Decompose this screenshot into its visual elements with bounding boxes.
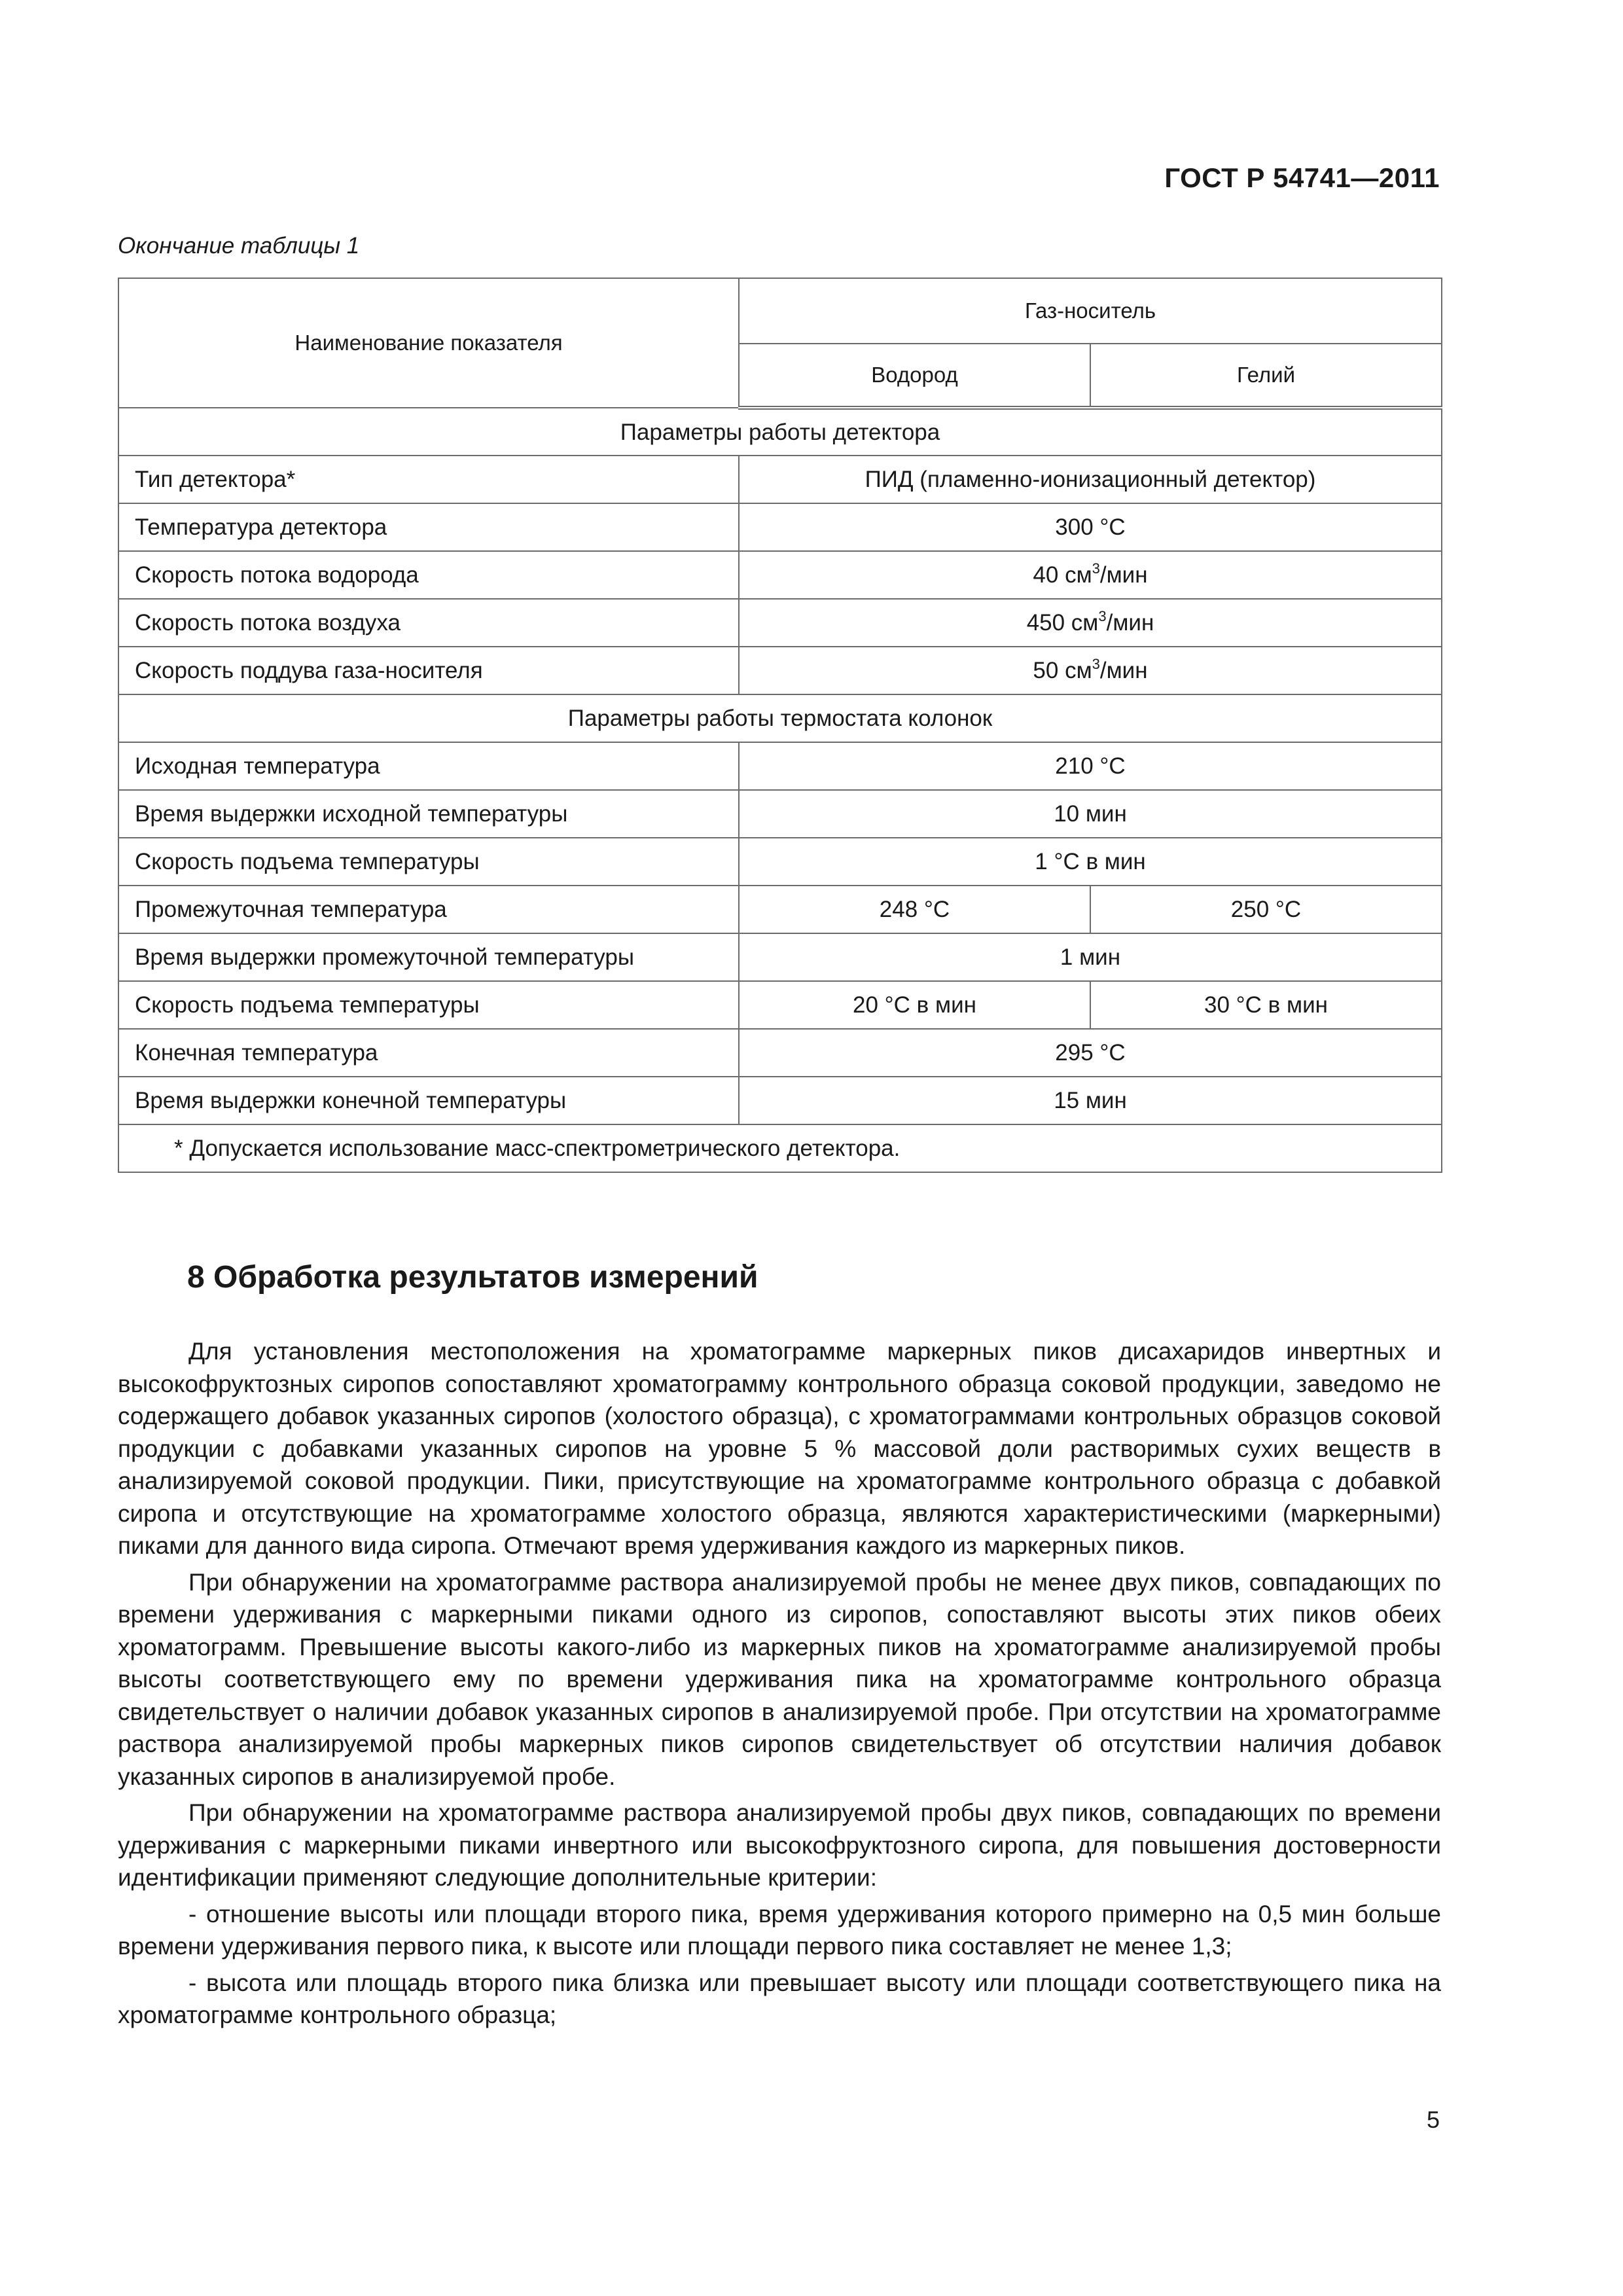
value-superscript: 3	[1092, 560, 1100, 577]
table-row	[118, 647, 1442, 694]
table-row	[118, 981, 1442, 1029]
table-row	[118, 456, 1442, 503]
row-label: Исходная температура	[118, 742, 739, 790]
table-row	[118, 886, 1442, 933]
section-heading: 8 Обработка результатов измерений	[187, 1260, 758, 1295]
list-item: - отношение высоты или площади второго пика, время удерживания которого примерно на 0,5 мин больше времени удерживания первого пика, к высоте или площади первого пика составляет не менее 1,3;	[118, 1900, 1441, 1960]
table-row	[118, 790, 1442, 838]
value-superscript: 3	[1098, 607, 1107, 624]
row-value: 1 °С в мин	[739, 838, 1442, 886]
value-unit-tail: /мин	[1106, 609, 1154, 636]
value-unit-tail: /мин	[1099, 562, 1148, 588]
row-label: Скорость подъема температуры	[118, 981, 739, 1029]
paragraph: При обнаружении на хроматограмме раствора анализируемой пробы не менее двух пиков, совпадающих по времени удерживания с маркерными пиками одного из сиропов, сопоставляют высоты этих пиков обеих хроматограмм. Превышение высоты какого-либо из маркерных пиков на хроматограмме анализируемой пробы высоты соответствующего ему по времени удерживания пика на хроматограмме контрольного образца свидетельствует о наличии добавок указанных сиропов в анализируемой пробе. При отсутствии на хроматограмме раствора анализируемой пробы маркерных пиков сиропов свидетельствует об отсутствии наличия добавок указанных сиропов в анализируемой пробе.	[118, 1568, 1441, 1790]
value-superscript: 3	[1092, 655, 1100, 672]
row-value-helium: 250 °С	[1090, 886, 1442, 933]
row-value: 15 мин	[739, 1077, 1442, 1124]
row-label: Скорость подъема температуры	[118, 838, 739, 886]
header-hydrogen: Водород	[739, 344, 1090, 408]
table-row	[118, 1077, 1442, 1124]
table-caption: Окончание таблицы 1	[118, 233, 360, 259]
parameters-table	[118, 278, 1442, 1173]
row-value: 1 мин	[739, 933, 1442, 981]
page-number: 5	[1426, 2106, 1440, 2133]
row-value-hydrogen: 20 °С в мин	[739, 981, 1090, 1029]
row-value: 300 °С	[739, 503, 1442, 551]
row-value-helium: 30 °С в мин	[1090, 981, 1442, 1029]
value-main: 450 см	[1026, 609, 1099, 636]
header-helium: Гелий	[1090, 344, 1442, 408]
row-label: Время выдержки промежуточной температуры	[118, 933, 739, 981]
table-footnote: * Допускается использование масс-спектрометрического детектора.	[118, 1124, 1442, 1172]
table-row	[118, 503, 1442, 551]
row-value: 210 °С	[739, 742, 1442, 790]
table-row	[118, 1029, 1442, 1077]
row-label: Скорость потока водорода	[118, 551, 739, 599]
value-unit-tail: /мин	[1099, 657, 1148, 683]
value-main: 40 см	[1033, 562, 1092, 588]
section-body	[118, 1335, 1441, 2036]
header-indicator-name: Наименование показателя	[118, 278, 739, 408]
list-item: - высота или площадь второго пика близка или превышает высоту или площади соответствующего пика на хроматограмме контрольного образца;	[118, 1969, 1441, 2028]
row-value	[739, 599, 1442, 647]
value-main: 50 см	[1033, 657, 1092, 683]
row-value: 295 °С	[739, 1029, 1442, 1077]
row-label: Скорость потока воздуха	[118, 599, 739, 647]
section-detector-params: Параметры работы детектора	[118, 408, 1442, 456]
row-value	[739, 647, 1442, 694]
paragraph: При обнаружении на хроматограмме раствора анализируемой пробы двух пиков, совпадающих по времени удерживания с маркерными пиками инвертного или высокофруктозного сиропа, для повышения достоверности идентификации применяют следующие дополнительные критерии:	[118, 1799, 1441, 1891]
row-label: Промежуточная температура	[118, 886, 739, 933]
document-code: ГОСТ Р 54741—2011	[1164, 162, 1440, 193]
row-value-hydrogen: 248 °С	[739, 886, 1090, 933]
row-value: ПИД (пламенно-ионизационный детектор)	[739, 456, 1442, 503]
row-value	[739, 551, 1442, 599]
row-label: Конечная температура	[118, 1029, 739, 1077]
section-thermostat-params: Параметры работы термостата колонок	[118, 694, 1442, 742]
row-label: Температура детектора	[118, 503, 739, 551]
paragraph: Для установления местоположения на хроматограмме маркерных пиков дисахаридов инвертных и высокофруктозных сиропов сопоставляют хроматограмму контрольного образца соковой продукции, заведомо не содержащего добавок указанных сиропов (холостого образца), с хроматограммами контрольных образцов соковой продукции с добавками указанных сиропов на уровне 5 % массовой доли растворимых сухих веществ в анализируемой соковой продукции. Пики, присутствующие на хроматограмме контрольного образца с добавкой сиропа и отсутствующие на хроматограмме холостого образца, являются характеристическими (маркерными) пиками для данного вида сиропа. Отмечают время удерживания каждого из маркерных пиков.	[118, 1338, 1441, 1559]
table-row	[118, 933, 1442, 981]
row-label: Время выдержки исходной температуры	[118, 790, 739, 838]
table-row	[118, 599, 1442, 647]
table-row	[118, 742, 1442, 790]
table-row	[118, 838, 1442, 886]
row-label: Скорость поддува газа-носителя	[118, 647, 739, 694]
row-label: Тип детектора*	[118, 456, 739, 503]
row-label: Время выдержки конечной температуры	[118, 1077, 739, 1124]
row-value: 10 мин	[739, 790, 1442, 838]
table-row	[118, 551, 1442, 599]
header-carrier-gas: Газ-носитель	[739, 278, 1442, 344]
